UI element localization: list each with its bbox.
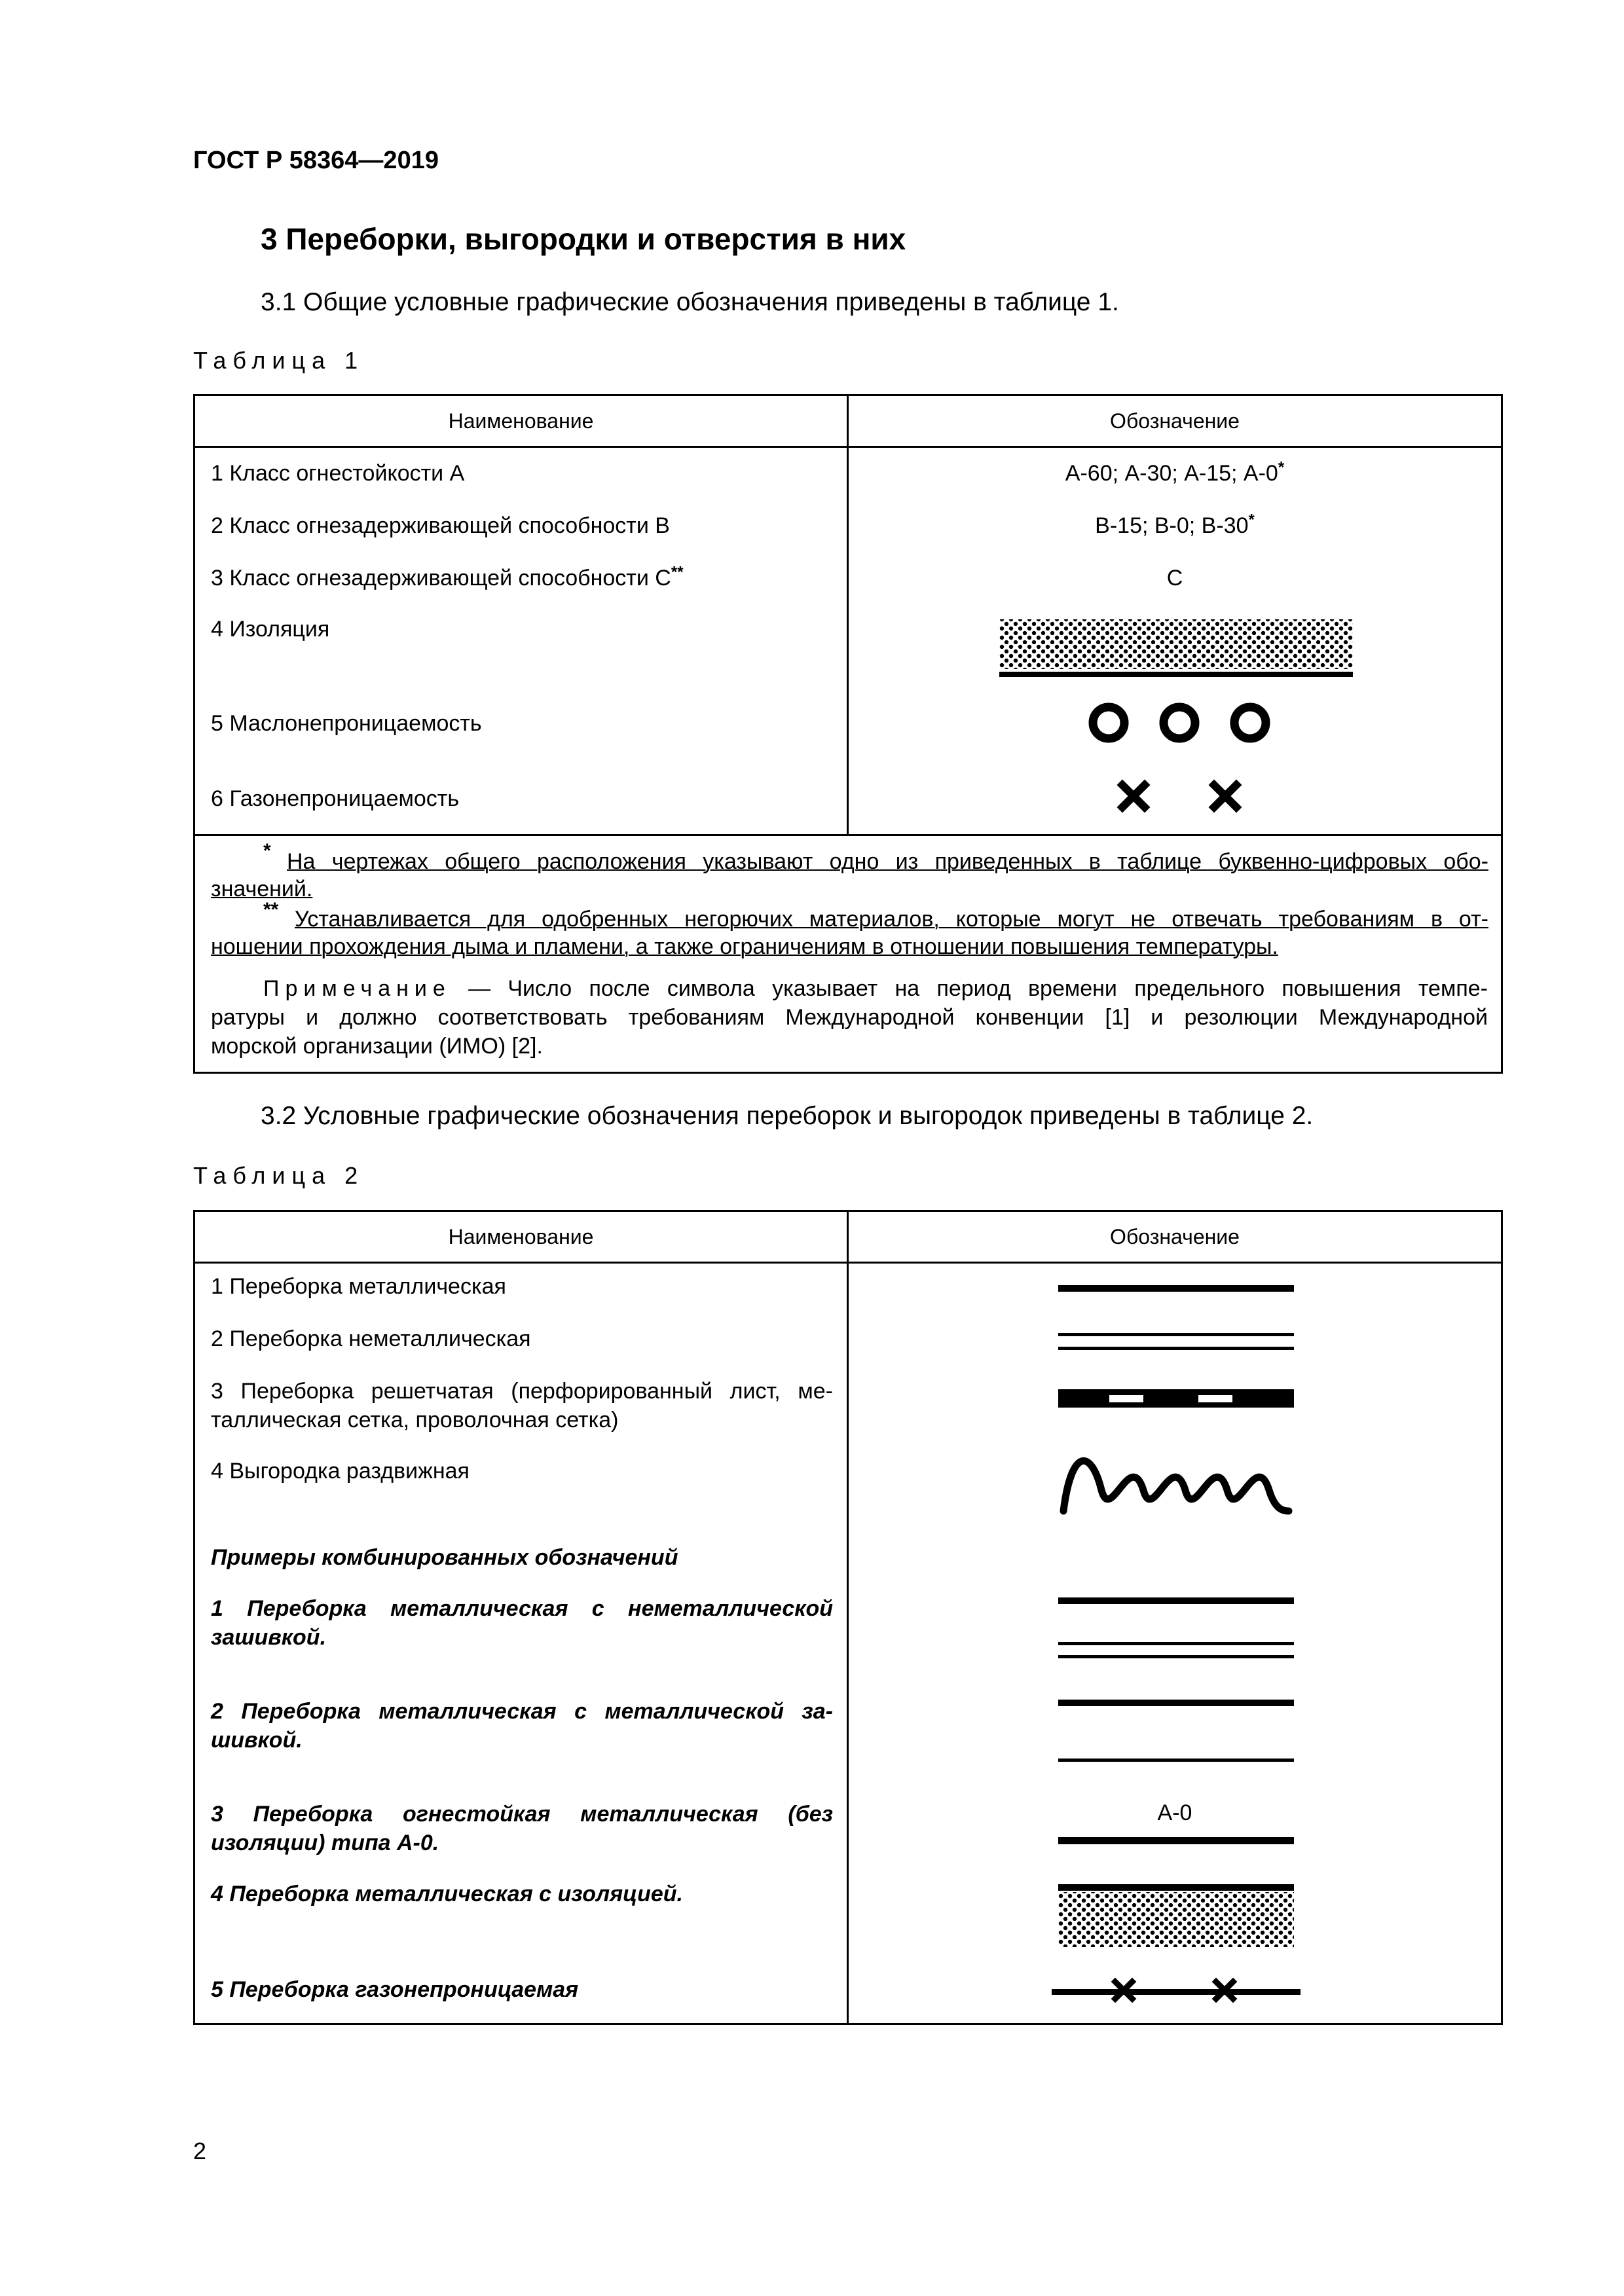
table2-row2-name: 2 Переборка неметаллическая: [211, 1326, 531, 1351]
footnote1-mark: *: [263, 840, 271, 862]
table2-body: [195, 1264, 1501, 2025]
metal-with-metal-lining-icon: [1058, 1698, 1294, 1770]
footnote-mark-double: **: [671, 563, 684, 581]
sliding-partition-wave-icon: [1058, 1453, 1294, 1519]
table1-row2-symbol: В-15; В-0; В-30*: [1095, 511, 1255, 538]
table1-row5-name: 5 Маслонепроницаемость: [211, 711, 482, 736]
examples-title: Примеры комбинированных обозначений: [211, 1545, 678, 1570]
footnote2-line1: Устанавливается для одобренных негорючих материалов, которые могут не отвечать требованиям в от-: [295, 907, 1488, 932]
table1-row2-name: 2 Класс огнезадерживающей способности В: [211, 513, 670, 538]
table2-row4-name: 4 Выгородка раздвижная: [211, 1459, 470, 1484]
table1-row1-symbol: А-60; А-30; А-15; А-0*: [1065, 458, 1285, 486]
example2-name-line2: шивкой.: [211, 1728, 303, 1753]
table2-row3-name-line1: 3 Переборка решетчатая (перфорированный лист, ме-: [211, 1379, 833, 1404]
table2-name-column: [195, 1264, 849, 2025]
nonmetal-bulkhead-double-line-icon: [1058, 1329, 1294, 1355]
table1-notes: [195, 836, 1501, 1075]
table1-col-name-header: Наименование: [195, 396, 849, 446]
footnote1-line2: значений.: [211, 877, 313, 902]
oil-tight-circles-icon: [1084, 697, 1274, 749]
note-label: Примечание: [263, 976, 451, 1001]
example4-name: 4 Переборка металлическая с изоляцией.: [211, 1882, 683, 1906]
example1-name-line2: зашивкой.: [211, 1625, 327, 1650]
fireproof-a0-line-icon: [1058, 1834, 1294, 1848]
footnote1-line1: На чертежах общего расположения указывают одно из приведенных в таблице буквенно-цифровых обо-: [287, 849, 1488, 874]
example3-name-line2: изоляции) типа А-0.: [211, 1831, 439, 1855]
footnote-mark-single: *: [1278, 458, 1285, 477]
table1-col-symbol-header: Обозначение: [1110, 409, 1240, 433]
table1-row4-name: 4 Изоляция: [211, 617, 330, 642]
document-id: ГОСТ Р 58364—2019: [193, 147, 439, 174]
page-number: 2: [193, 2138, 207, 2164]
table1-caption: Таблица 1: [193, 347, 365, 374]
note-line3: морской организации (ИМО) [2].: [211, 1034, 543, 1059]
section-title: 3 Переборки, выгородки и отверстия в них: [261, 222, 906, 256]
example3-symbol-label: А-0: [1157, 1800, 1192, 1825]
metal-bulkhead-line-icon: [1058, 1282, 1294, 1295]
table1-header-row: [195, 396, 1501, 448]
note-line1: Примечание — Число после символа указывает на период времени предельного повышения темпе-: [263, 976, 1488, 1001]
example2-name-line1: 2 Переборка металлическая с металлической за-: [211, 1699, 833, 1724]
table2-row3-name-line2: таллическая сетка, проволочная сетка): [211, 1408, 619, 1432]
footnote-mark-single: *: [1248, 511, 1255, 529]
gas-tight-bulkhead-icon: [1052, 1976, 1301, 2009]
insulation-symbol-icon: [999, 617, 1353, 681]
example3-name-line1: 3 Переборка огнестойкая металлическая (без: [211, 1802, 833, 1827]
example5-name: 5 Переборка газонепроницаемая: [211, 1977, 579, 2002]
perforated-bulkhead-icon: [1058, 1388, 1294, 1410]
paragraph-3-2: 3.2 Условные графические обозначения переборок и выгородок приведены в таблице 2.: [261, 1102, 1314, 1130]
insulated-bulkhead-icon: [1058, 1884, 1294, 1956]
table2-header-row: [195, 1212, 1501, 1264]
gas-tight-crosses-icon: [1111, 777, 1248, 816]
metal-with-nonmetal-lining-icon: [1058, 1596, 1294, 1668]
table1-body: [195, 448, 1501, 836]
table1-row3-symbol: С: [1166, 566, 1183, 591]
table2-caption: Таблица 2: [193, 1162, 365, 1189]
table2-row1-name: 1 Переборка металлическая: [211, 1274, 506, 1299]
table2-symbol-column: [849, 1264, 1501, 2025]
table2-col-symbol-header: Обозначение: [1110, 1224, 1240, 1248]
table2-col-name-header: Наименование: [195, 1212, 849, 1262]
table-1: [193, 394, 1503, 1074]
note-line2: ратуры и должно соответствовать требованиям Международной конвенции [1] и резолюции Международной: [211, 1005, 1488, 1030]
table1-row1-name: 1 Класс огнестойкости А: [211, 461, 465, 486]
table1-name-column: [195, 448, 849, 834]
footnote2-mark: **: [263, 899, 279, 920]
paragraph-3-1: 3.1 Общие условные графические обозначения приведены в таблице 1.: [261, 288, 1119, 316]
footnote2-line2: ношении прохождения дыма и пламени, а также ограничениям в отношении повышения температуры.: [211, 934, 1278, 959]
table-2: [193, 1210, 1503, 2025]
table1-row3-name: 3 Класс огнезадерживающей способности С**: [211, 563, 684, 591]
example1-name-line1: 1 Переборка металлическая с неметаллической: [211, 1596, 833, 1621]
table1-symbol-column: [849, 448, 1501, 834]
table1-row6-name: 6 Газонепроницаемость: [211, 786, 460, 811]
